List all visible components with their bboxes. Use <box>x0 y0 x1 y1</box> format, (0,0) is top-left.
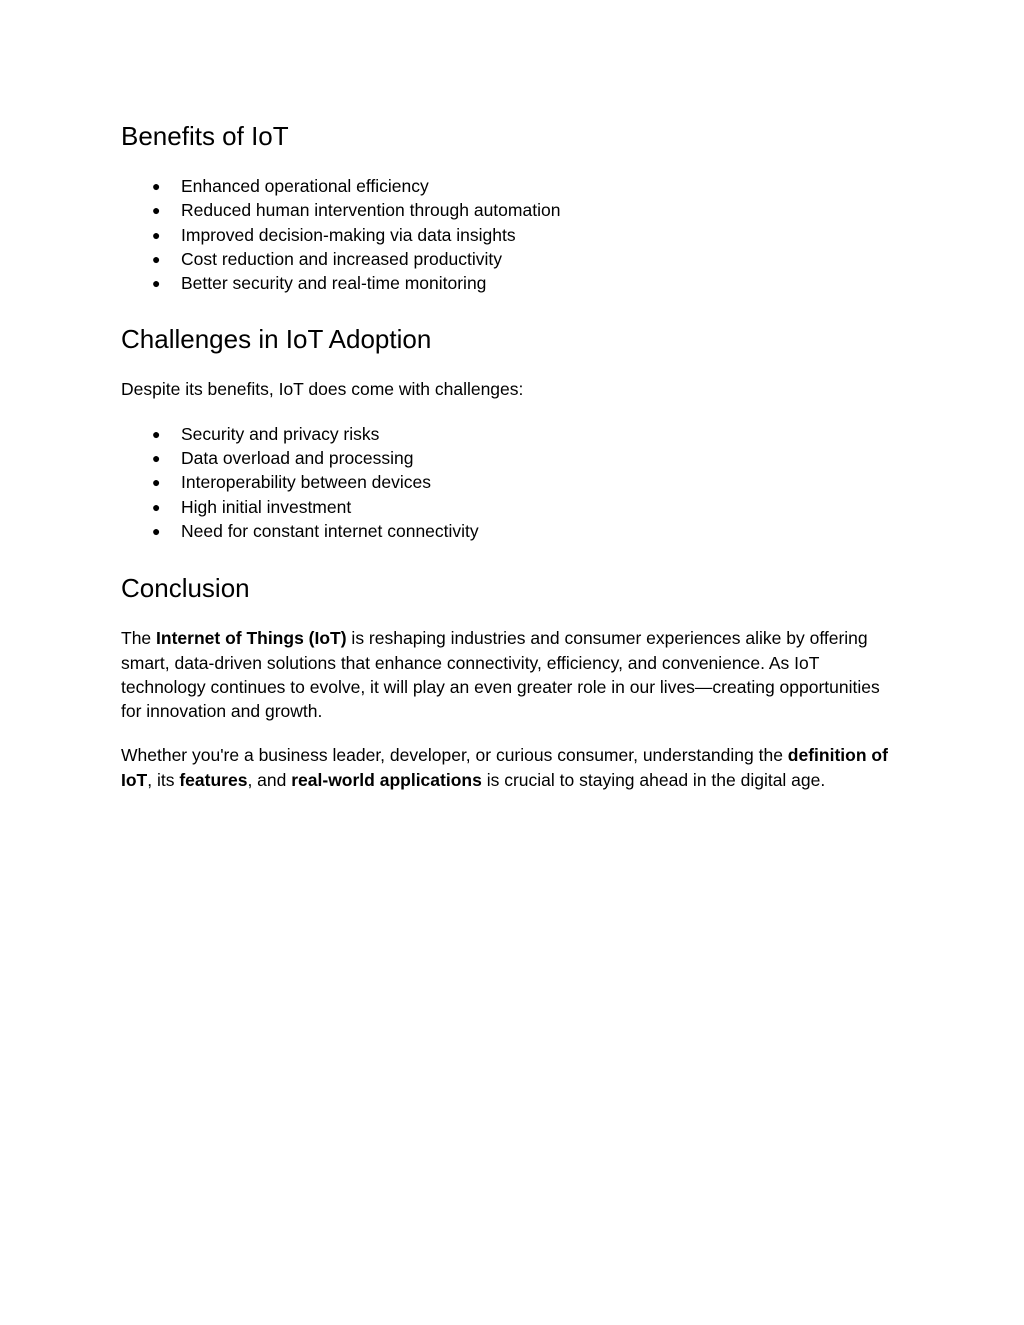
list-item-text: Cost reduction and increased productivity <box>181 248 503 269</box>
challenges-heading: Challenges in IoT Adoption <box>121 324 432 355</box>
list-item-text: Interoperability between devices <box>181 472 432 493</box>
conclusion-paragraph-1 <box>121 626 901 723</box>
bullet-icon: ● <box>152 498 161 515</box>
bullet-icon: ● <box>152 178 161 194</box>
bullet-icon: ● <box>152 425 161 442</box>
list-item-text: Security and privacy risks <box>181 423 380 444</box>
list-item-text: Better security and real-time monitoring <box>181 273 487 294</box>
conclusion-heading: Conclusion <box>121 573 250 604</box>
text-run: is reshaping industries and consumer experiences alike by offering smart, data-driven solutions that enhance connectivity, efficiency, and convenience. As IoT technology continues to evolve, it will play an even greater role in our lives—creating opportunities for innovation and growth. <box>121 628 880 722</box>
document-page <box>121 118 901 792</box>
list-item-text: Enhanced operational efficiency <box>181 176 429 196</box>
text-run: , its <box>147 769 180 790</box>
bullet-icon: ● <box>152 450 161 467</box>
benefits-heading: Benefits of IoT <box>121 121 289 151</box>
text-run: The <box>121 628 157 649</box>
bold-term: Internet of Things (IoT) <box>156 628 347 649</box>
challenges-intro: Despite its benefits, IoT does come with challenges: <box>121 379 524 400</box>
text-run: Whether you're a business leader, developer, or curious consumer, understanding the <box>121 745 788 766</box>
bold-term: real-world applications <box>291 769 482 790</box>
bullet-icon: ● <box>152 522 161 539</box>
list-item <box>121 470 901 494</box>
challenges-list <box>121 422 901 543</box>
list-item <box>121 519 901 543</box>
list-item-text: Need for constant internet connectivity <box>181 520 479 541</box>
list-item <box>121 422 901 446</box>
bullet-icon: ● <box>152 474 161 491</box>
bullet-icon: ● <box>152 202 161 219</box>
list-item <box>121 247 901 271</box>
list-item-text: Improved decision-making via data insights <box>181 224 516 245</box>
text-run: , and <box>247 769 292 790</box>
bold-term: features <box>179 769 248 790</box>
bullet-icon: ● <box>152 275 161 292</box>
list-item <box>121 446 901 470</box>
list-item-text: Data overload and processing <box>181 448 414 469</box>
list-item <box>121 174 901 198</box>
list-item <box>121 223 901 247</box>
conclusion-paragraph-2 <box>121 743 901 792</box>
bullet-icon: ● <box>152 226 161 243</box>
list-item-text: High initial investment <box>181 496 352 517</box>
list-item-text: Reduced human intervention through automation <box>181 200 561 221</box>
benefits-list <box>121 174 901 295</box>
list-item <box>121 198 901 222</box>
bold-term: definition of IoT <box>121 745 888 790</box>
text-run: is crucial to staying ahead in the digital age. <box>481 769 826 790</box>
list-item <box>121 495 901 519</box>
bullet-icon: ● <box>152 250 161 267</box>
list-item <box>121 271 901 295</box>
